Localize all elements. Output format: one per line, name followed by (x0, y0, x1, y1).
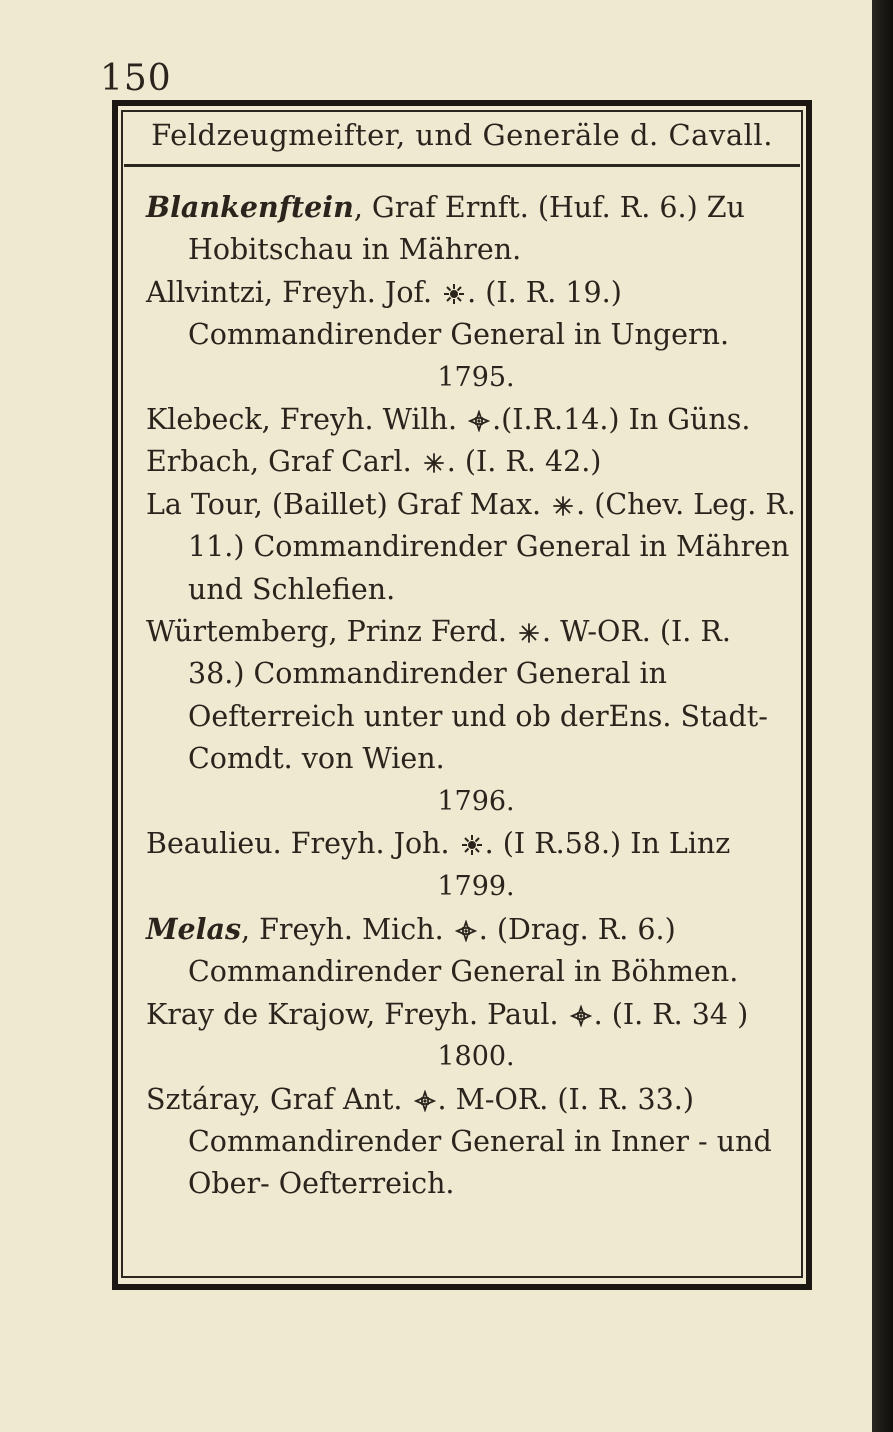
year-heading: 1799. (437, 870, 515, 902)
entry-text: , (Baillet) Graf Max. (253, 487, 542, 521)
order-cross-icon (468, 410, 490, 432)
order-cross-icon (455, 920, 477, 942)
order-cross-icon (570, 1005, 592, 1027)
year-heading: 1800. (437, 1041, 515, 1073)
entry-text: , Freyh. Paul. (366, 997, 559, 1031)
year-heading: 1795. (437, 361, 515, 393)
list-item (146, 908, 796, 994)
entry-text-after: . (I. R. 19.) Commandirender General in Ungern. (188, 275, 730, 352)
entry-text-after: . (I. R. 42.) (446, 445, 602, 479)
entry-text: . Freyh. Joh. (272, 827, 450, 861)
entries-list (146, 186, 796, 1206)
list-item (146, 441, 796, 483)
list-item (146, 1079, 796, 1206)
entry-name: Allvintzi (146, 275, 264, 309)
section-header: Feldzeugmeifter, und Generäle d. Cavall. (151, 118, 773, 152)
order-star-icon (423, 452, 445, 474)
year-heading: 1796. (437, 785, 515, 817)
list-item (146, 399, 796, 441)
list-item (146, 272, 796, 357)
entry-text-after: . (Chev. Leg. R. 11.) Commandirender General in Mähren und Schlefien. (188, 487, 796, 606)
entry-text-after: . M-OR. (I. R. 33.) Commandirender General in Inner - und Ober- Oefterreich. (188, 1082, 772, 1201)
entry-text: , Freyh. Wilh. (261, 403, 458, 437)
entry-text: , Freyh. Mich. (241, 912, 444, 946)
order-cross-icon (414, 1090, 436, 1112)
page-number: 150 (100, 58, 172, 99)
entry-name: La Tour (146, 487, 254, 521)
order-star-icon (518, 622, 540, 644)
entry-name: Beaulieu (146, 827, 273, 861)
list-item (146, 611, 796, 781)
entry-text-after: . W-OR. (I. R. 38.) Commandirender General in Oefterreich unter und ob derEns. Stadt-Comdt. von Wien. (188, 615, 768, 776)
entry-text: , Prinz Ferd. (328, 615, 507, 649)
list-item (146, 186, 796, 272)
header-divider (124, 164, 800, 167)
entry-name: Kray de Krajow (146, 997, 367, 1031)
entry-name: Erbach (146, 445, 250, 479)
order-sun-icon (443, 283, 465, 305)
entry-text: , Graf Ernft. (Huf. R. 6.) Zu Hobitschau in Mähren. (188, 191, 745, 267)
list-item (146, 484, 796, 611)
entry-text: , Freyh. Jof. (263, 275, 433, 309)
list-item (146, 823, 796, 865)
entry-text-after: .(I.R.14.) In Güns. (492, 403, 751, 437)
entry-text: , Graf Carl. (249, 445, 412, 479)
entry-text-after: . (I. R. 34 ) (593, 997, 749, 1031)
page-edge-shadow (872, 0, 893, 1432)
order-sun-icon (461, 834, 483, 856)
entry-name: Blankenftein (146, 190, 354, 224)
entry-name: Melas (146, 911, 242, 946)
order-star-icon (552, 495, 574, 517)
list-item (146, 994, 796, 1036)
entry-text-after: . (I R.58.) In Linz (484, 827, 731, 861)
entry-text-after: . (Drag. R. 6.) Commandirender General in Böhmen. (188, 912, 739, 989)
entry-name: Sztáray (146, 1082, 252, 1116)
entry-text: , Graf Ant. (251, 1082, 403, 1116)
entry-name: Klebeck (146, 403, 262, 437)
entry-name: Würtemberg (146, 615, 329, 649)
